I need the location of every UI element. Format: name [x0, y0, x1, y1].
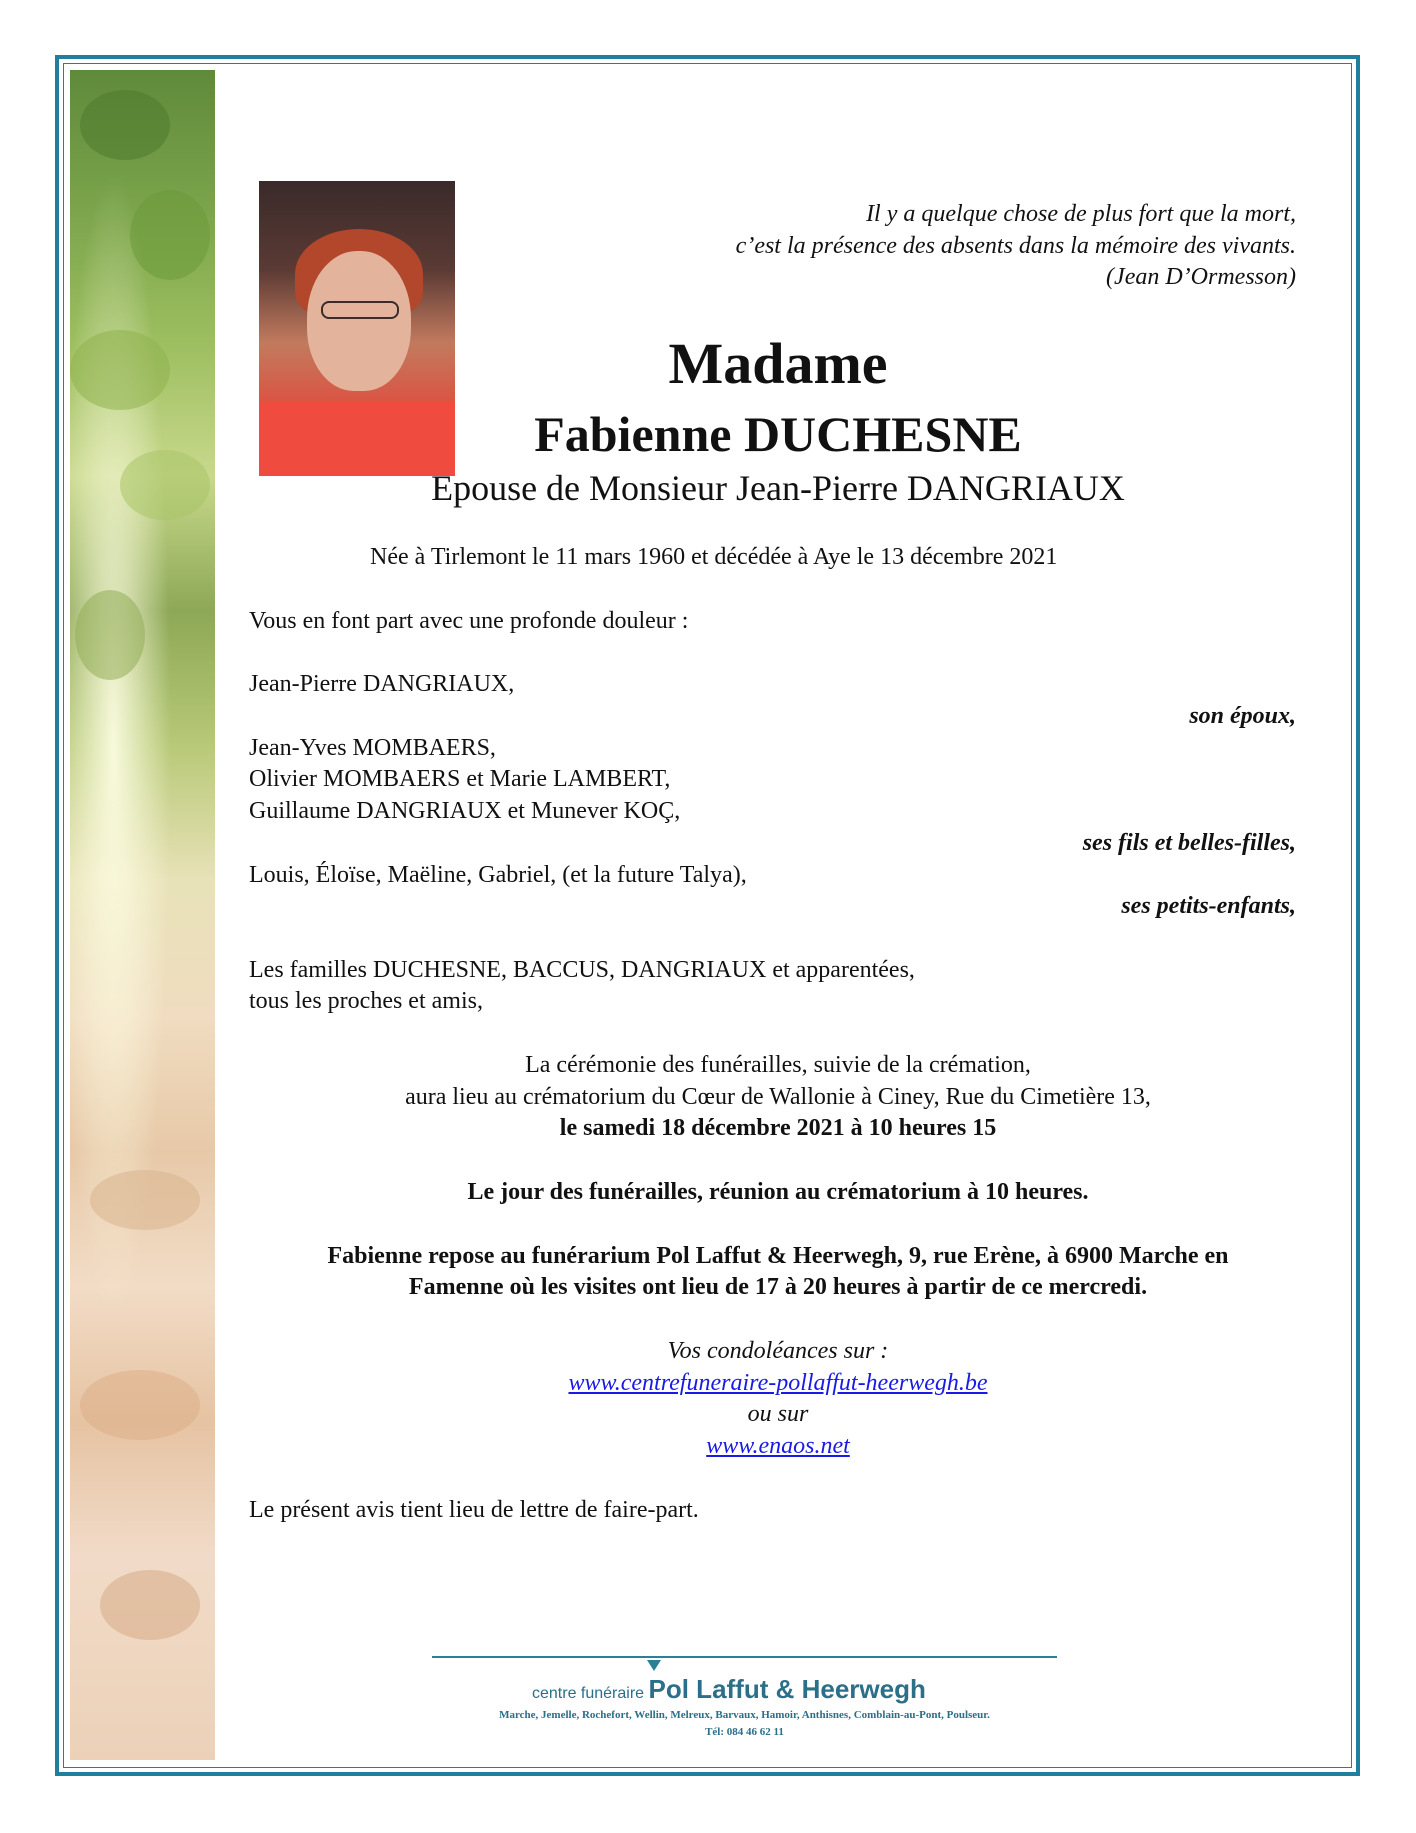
quote-line-1: Il y a quelque chose de plus fort que la mort, [866, 201, 1296, 227]
forest-path-image [70, 70, 215, 1760]
footer-locations: Marche, Jemelle, Rochefort, Wellin, Melreux, Barvaux, Hamoir, Anthisnes, Comblain-au-Pont, Poulseur. [499, 1709, 990, 1721]
ceremony-line-1: La cérémonie des funérailles, suivie de la crémation, [525, 1052, 1031, 1078]
logo-prefix: centre funéraire [532, 1685, 645, 1702]
condolences-or: ou sur [747, 1401, 809, 1427]
quote-line-2: c’est la présence des absents dans la mémoire des vivants. [735, 233, 1296, 259]
announcement-intro: Vous en font part avec une profonde douleur : [249, 608, 689, 634]
child-1: Jean-Yves MOMBAERS, [249, 735, 496, 761]
spouse-name: Jean-Pierre DANGRIAUX, [249, 671, 515, 697]
children-role: ses fils et belles-filles, [1082, 830, 1296, 856]
deceased-name: Fabienne DUCHESNE [534, 406, 1022, 462]
ceremony-line-2: aura lieu au crématorium du Cœur de Wallonie à Ciney, Rue du Cimetière 13, [405, 1084, 1151, 1110]
funeral-home-logo [532, 1674, 926, 1705]
condolences-link-primary[interactable]: www.centrefuneraire-pollaffut-heerwegh.be [568, 1370, 988, 1396]
footer-arrow-icon [647, 1660, 661, 1671]
spouse-line: Epouse de Monsieur Jean-Pierre DANGRIAUX [431, 468, 1125, 508]
closing-line: Le présent avis tient lieu de lettre de faire-part. [249, 1497, 699, 1523]
families-line: Les familles DUCHESNE, BACCUS, DANGRIAUX et apparentées, [249, 957, 915, 983]
grandchildren-role: ses petits-enfants, [1121, 893, 1296, 919]
rest-line-2: Famenne où les visites ont lieu de 17 à 20 heures à partir de ce mercredi. [408, 1274, 1148, 1300]
relatives-line: tous les proches et amis, [249, 988, 483, 1014]
footer-phone: Tél: 084 46 62 11 [705, 1726, 784, 1738]
condolences-link-secondary[interactable]: www.enaos.net [706, 1433, 850, 1459]
grandchildren: Louis, Éloïse, Maëline, Gabriel, (et la future Talya), [249, 862, 747, 888]
meeting-line: Le jour des funérailles, réunion au crématorium à 10 heures. [467, 1179, 1089, 1205]
condolences-label: Vos condoléances sur : [667, 1338, 889, 1364]
deceased-title: Madame [668, 331, 888, 396]
child-3: Guillaume DANGRIAUX et Munever KOÇ, [249, 798, 681, 824]
logo-brand: Pol Laffut & Heerwegh [648, 1674, 926, 1704]
child-2: Olivier MOMBAERS et Marie LAMBERT, [249, 766, 671, 792]
quote-author: (Jean D’Ormesson) [1106, 264, 1296, 290]
portrait-glasses [321, 301, 399, 319]
spouse-role: son époux, [1189, 703, 1296, 729]
footer-divider [432, 1656, 1057, 1658]
dates-line: Née à Tirlemont le 11 mars 1960 et décédée à Aye le 13 décembre 2021 [370, 544, 1058, 570]
ceremony-date: le samedi 18 décembre 2021 à 10 heures 15 [559, 1115, 997, 1141]
rest-line-1: Fabienne repose au funérarium Pol Laffut & Heerwegh, 9, rue Erène, à 6900 Marche en [327, 1243, 1229, 1269]
